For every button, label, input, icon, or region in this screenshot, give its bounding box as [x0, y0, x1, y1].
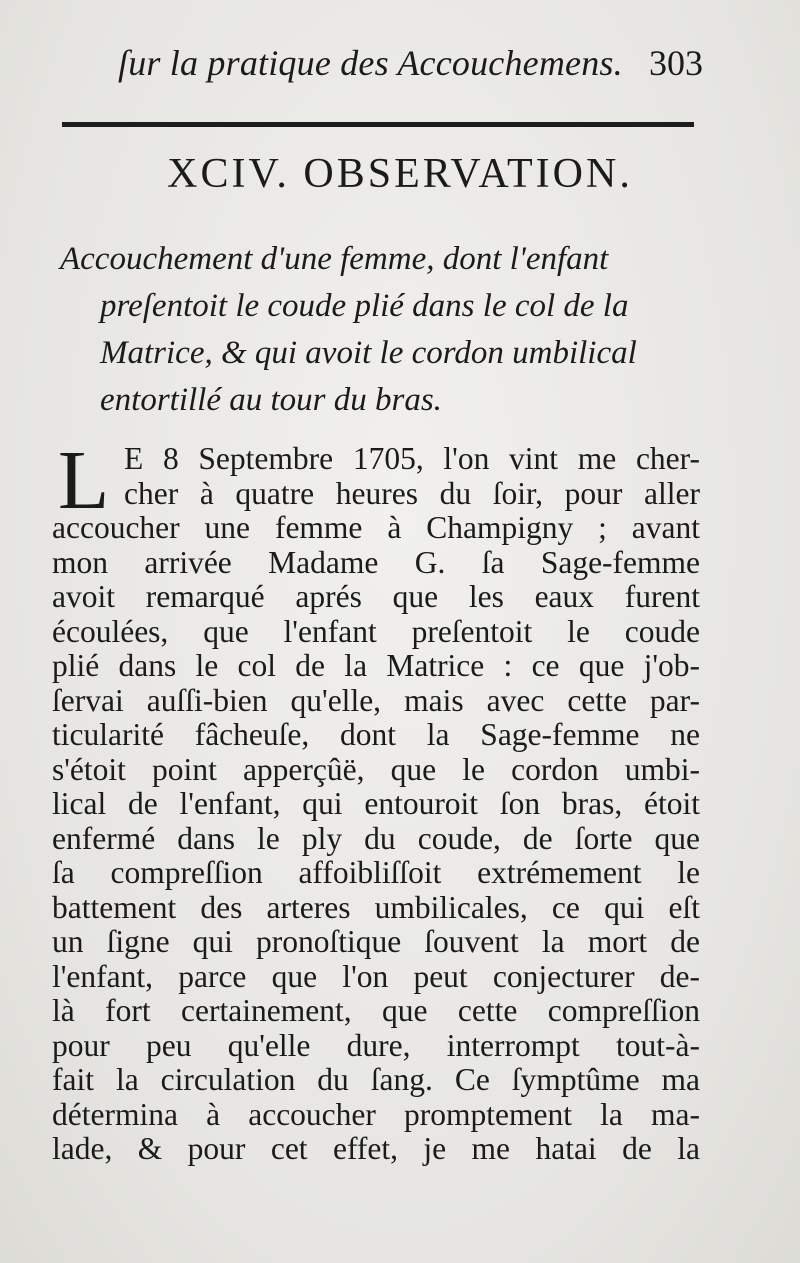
body-line: ſa compreſſion affoibliſſoit extrémement le: [52, 855, 700, 890]
body-line: enfermé dans le ply du coude, de ſorte que: [52, 820, 700, 856]
body-line: l'enfant, parce que l'on peut conjecturer de-: [52, 958, 700, 994]
running-title: ſur la pratique des Accouchemens.: [118, 43, 623, 83]
subtitle-line: preſentoit le coude plié dans le col de la: [100, 288, 629, 324]
body-line: un ſigne qui pronoſtique ſouvent la mort de: [52, 924, 700, 959]
running-head: [118, 38, 703, 98]
body-line: ticularité fâcheuſe, dont la Sage-femme ne: [52, 717, 700, 752]
drop-cap: L: [58, 434, 110, 527]
body-line: accoucher une femme à Champigny ; avant: [52, 510, 700, 545]
page-number: 303: [649, 43, 703, 83]
body-line: avoit remarqué aprés que les eaux furent: [52, 579, 700, 614]
header-rule: [62, 122, 694, 127]
body-line: plié dans le col de la Matrice : ce que j'ob-: [52, 648, 700, 683]
body-paragraph: [52, 434, 700, 1167]
observation-subtitle: [60, 236, 700, 424]
body-line: pour peu qu'elle dure, interrompt tout-à-: [52, 1027, 700, 1063]
subtitle-line: Accouchement d'une femme, dont l'enfant: [60, 241, 609, 277]
body-line: lade, & pour cet effet, je me hatai de la: [52, 1131, 700, 1166]
body-line: mon arrivée Madame G. ſa Sage-femme: [52, 544, 700, 580]
body-line: s'étoit point apperçûë, que le cordon umbi-: [52, 751, 700, 787]
body-line: E 8 Septembre 1705, l'on vint me cher-: [124, 441, 700, 476]
subtitle-line: Matrice, & qui avoit le cordon umbilical: [100, 335, 637, 371]
body-line: là fort certainement, que cette compreſſion: [52, 993, 700, 1028]
body-line: écoulées, que l'enfant preſentoit le coude: [52, 613, 700, 649]
body-line: battement des arteres umbilicales, ce qui eſt: [52, 889, 700, 925]
observation-heading: XCIV. OBSERVATION.: [167, 151, 633, 197]
subtitle-line: entortillé au tour du bras.: [100, 382, 442, 418]
body-line: lical de l'enfant, qui entouroit ſon bras, étoit: [52, 786, 700, 821]
body-line: détermina à accoucher promptement la ma-: [52, 1096, 700, 1132]
body-line: fait la circulation du ſang. Ce ſymptûme ma: [52, 1062, 700, 1097]
body-line: cher à quatre heures du ſoir, pour aller: [124, 475, 700, 511]
body-line: ſervai auſſi-bien qu'elle, mais avec cette par-: [52, 682, 700, 718]
